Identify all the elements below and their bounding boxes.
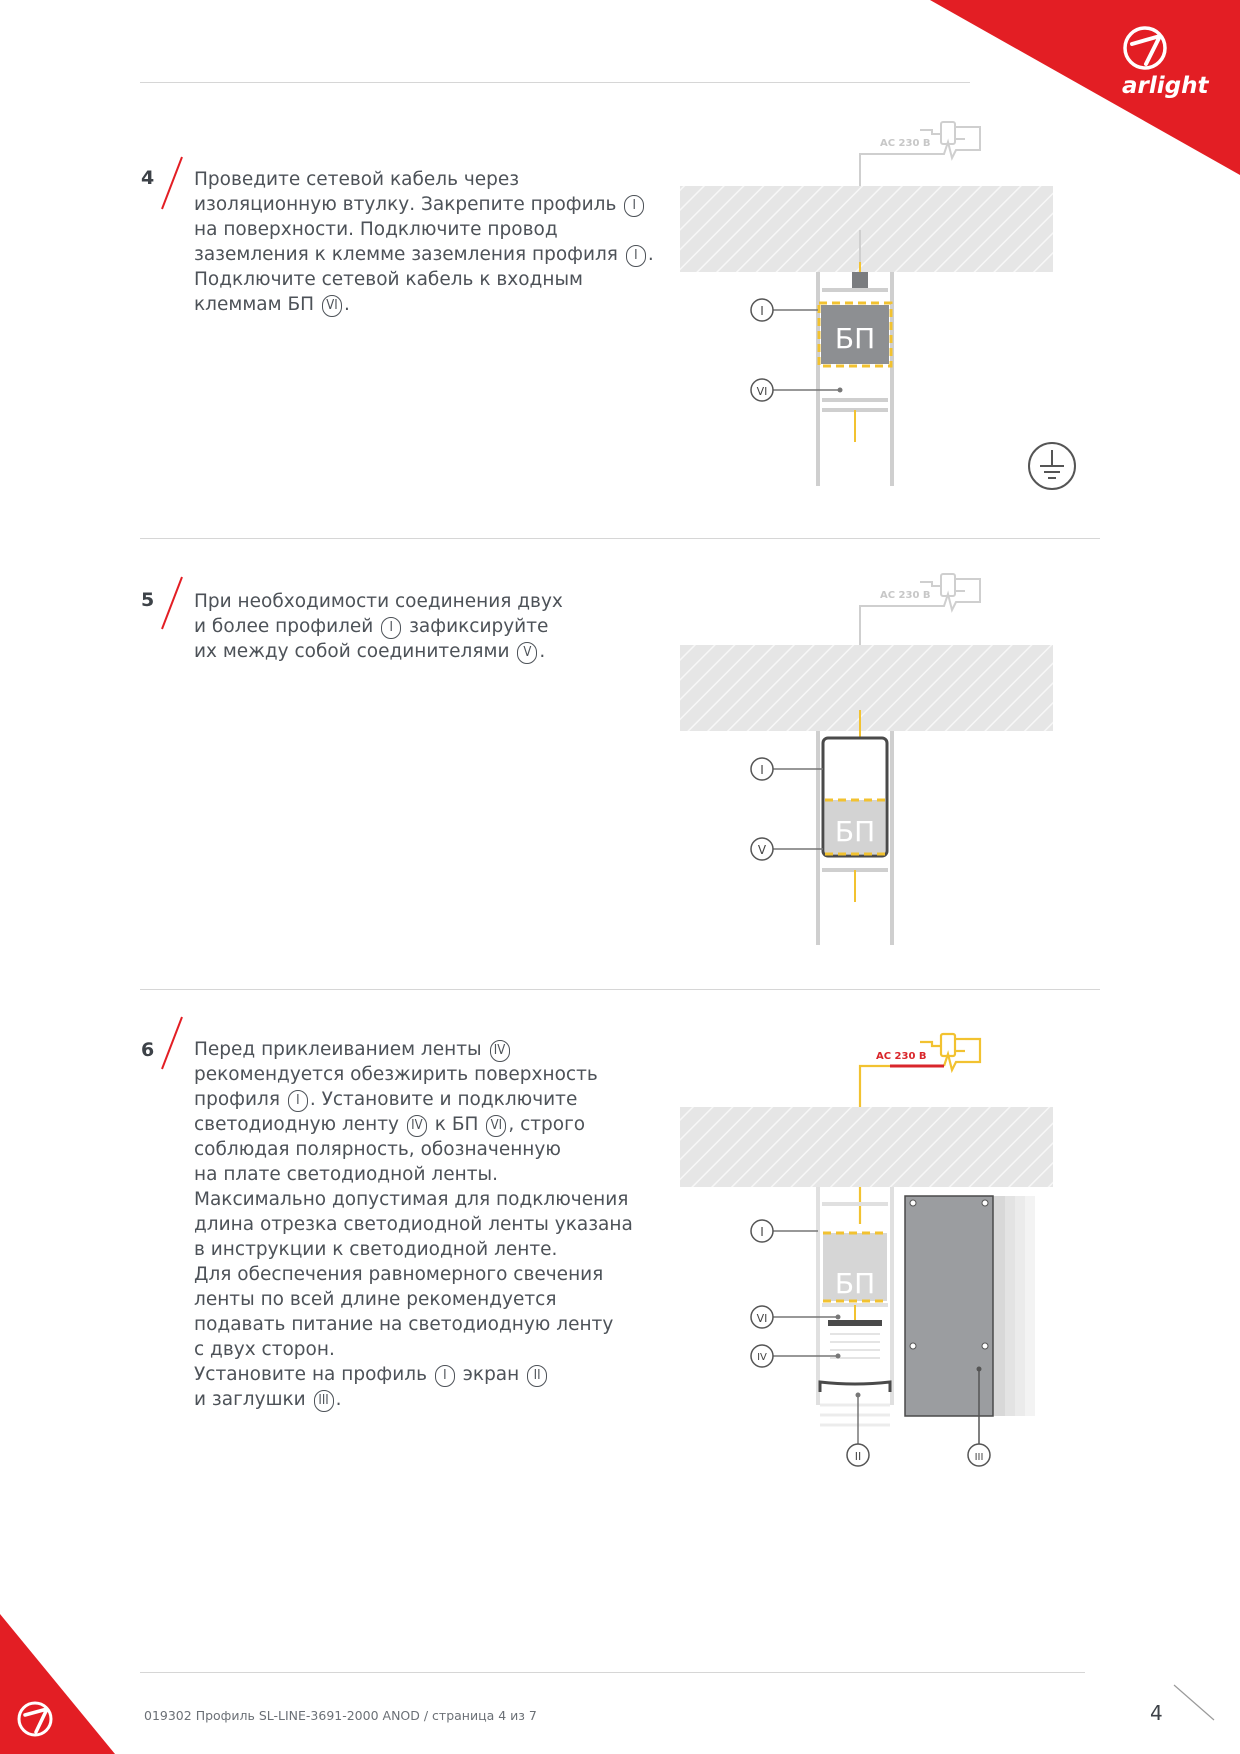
part-reference-badge: I (624, 195, 644, 217)
step-4-diagram (680, 110, 1090, 500)
footer-rule (140, 1672, 1085, 1673)
section-divider (140, 989, 1100, 990)
step-6-diagram (680, 1020, 1090, 1490)
callout-label: VI (756, 385, 768, 398)
callout-label: V (757, 843, 767, 857)
page-number: 4 (1150, 1701, 1163, 1725)
callout-label: III (974, 1452, 984, 1463)
ceiling-slab (680, 1107, 1053, 1187)
step-text-run: зафиксируйте их между собой соединителями (194, 616, 549, 662)
step-text-run: на поверхности. Подключите провод заземления к клемме заземления профиля (194, 219, 618, 265)
step-number: 4 (141, 167, 155, 189)
step-text-run: . Подключите сетевой кабель к входным клеммам БП (194, 244, 654, 315)
part-reference-badge: I (626, 245, 646, 267)
part-reference-badge: V (517, 642, 537, 664)
ac-voltage-label: АС 230 В (876, 1051, 927, 1062)
part-reference-badge: VI (322, 295, 342, 317)
step-text-run: Перед приклеиванием ленты (194, 1039, 488, 1060)
ground-clamp (852, 272, 868, 288)
callout-label: VI (756, 1312, 768, 1325)
step-text-run: Проведите сетевой кабель через изоляционную втулку. Закрепите профиль (194, 169, 617, 215)
step-text-run: . (335, 1389, 342, 1410)
step-text-run: к БП (428, 1114, 485, 1135)
step-number: 6 (141, 1039, 155, 1061)
top-rule (140, 82, 970, 83)
psu-label: БП (834, 1267, 876, 1300)
step-5-text (194, 589, 654, 664)
aluminum-profile (818, 272, 892, 486)
step-text-run: . (343, 294, 350, 315)
callout-label: I (760, 763, 764, 777)
part-reference-badge: IV (407, 1115, 427, 1137)
part-reference-badge: I (381, 617, 401, 639)
ceiling-slab (680, 645, 1053, 731)
ac-voltage-label: АС 230 В (880, 138, 931, 149)
part-reference-badge: III (314, 1390, 334, 1412)
ceiling-slab (680, 186, 1053, 272)
step-4-text (194, 167, 654, 317)
footer-article-text: 019302 Профиль SL-LINE-3691-2000 ANOD / страница 4 из 7 (144, 1708, 537, 1723)
led-strip (828, 1320, 882, 1326)
brand-corner-triangle (0, 1614, 120, 1754)
psu-label: БП (834, 322, 876, 355)
ground-icon (1029, 443, 1075, 489)
step-text-run: рекомендуется обезжирить поверхность профиля (194, 1064, 598, 1110)
step-number: 5 (141, 589, 155, 611)
callout-label: I (760, 304, 764, 318)
callout-label: II (854, 1450, 862, 1463)
step-text-run: , строго соблюдая полярность, обозначенную на плате светодиодной ленты. Максимально допустимая для подключения длина отрезка светодиодной ленты указана в инструкции к светодиодной ленте. Для обеспечения равномерного свечения ленты по всей длине рекомендуется подавать питание на светодиодную ленту с двух сторон. Установите на профиль (194, 1114, 633, 1385)
callout-label: I (760, 1225, 764, 1239)
end-cap (905, 1196, 993, 1416)
step-text-run: экран (456, 1364, 526, 1385)
part-reference-badge: II (527, 1365, 547, 1387)
step-text-run: . Установите и подключите светодиодную ленту (194, 1089, 578, 1135)
part-reference-badge: I (435, 1365, 455, 1387)
step-5-diagram (680, 560, 1090, 950)
part-reference-badge: VI (486, 1115, 506, 1137)
psu-label: БП (834, 815, 876, 848)
step-text-run: При необходимости соединения двух и более профилей (194, 591, 563, 637)
brand-logo-text: arlight (1122, 73, 1209, 99)
step-slash (158, 1015, 186, 1071)
ac-voltage-label: АС 230 В (880, 590, 931, 601)
step-text-run: и заглушки (194, 1389, 306, 1410)
step-6-text (194, 1037, 654, 1412)
step-slash (158, 155, 186, 211)
part-reference-badge: I (288, 1090, 308, 1112)
part-reference-badge: IV (490, 1040, 510, 1062)
page-corner-slash (1170, 1682, 1220, 1724)
step-text-run: . (539, 641, 546, 662)
section-divider (140, 538, 1100, 539)
step-slash (158, 575, 186, 631)
callout-label: IV (757, 1352, 767, 1363)
diffuser-screen (820, 1382, 890, 1392)
